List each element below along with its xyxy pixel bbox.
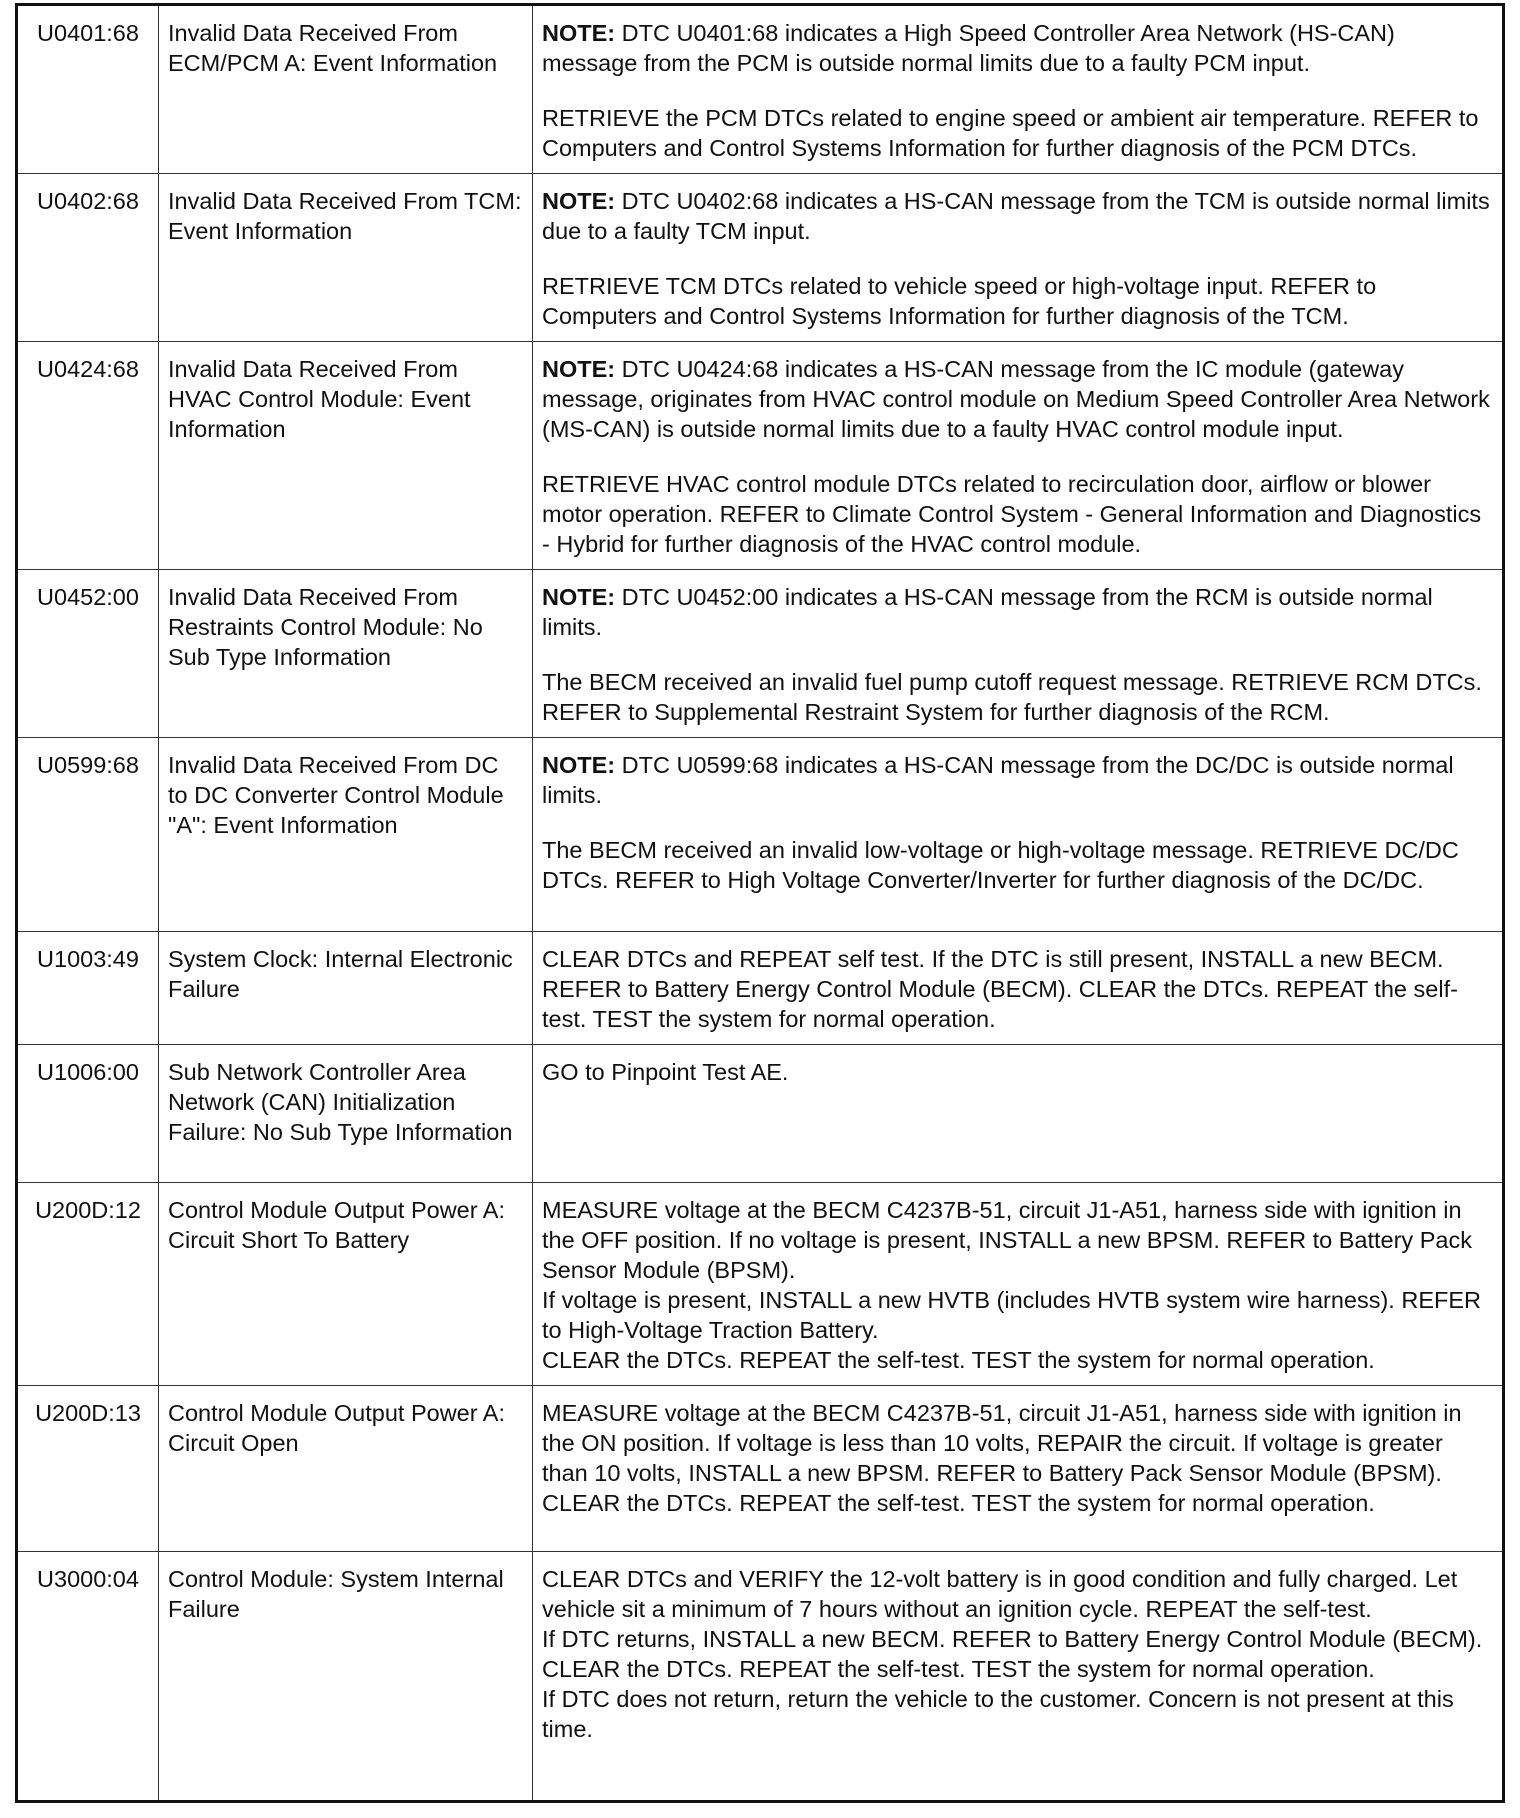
dtc-action <box>533 1552 1504 1802</box>
dtc-description: Invalid Data Received From TCM: Event Information <box>159 174 533 342</box>
dtc-description: Control Module Output Power A: Circuit Short To Battery <box>159 1183 533 1386</box>
dtc-description: Invalid Data Received From HVAC Control Module: Event Information <box>159 342 533 570</box>
action-line: CLEAR the DTCs. REPEAT the self-test. TEST the system for normal operation. <box>542 1347 1375 1373</box>
action-line: CLEAR DTCs and REPEAT self test. If the DTC is still present, INSTALL a new BECM. REFER to Battery Energy Control Module (BECM). CLEAR the DTCs. REPEAT the self-test. TEST the system for normal operation. <box>542 946 1458 1032</box>
note-label: NOTE: <box>542 20 616 46</box>
dtc-action <box>533 1045 1504 1183</box>
dtc-code: U1006:00 <box>17 1045 159 1183</box>
table-row <box>17 932 1504 1045</box>
dtc-code: U0402:68 <box>17 174 159 342</box>
note-paragraph <box>542 354 1493 444</box>
action-paragraph: RETRIEVE the PCM DTCs related to engine speed or ambient air temperature. REFER to Computers and Control Systems Information for further diagnosis of the PCM DTCs. <box>542 105 1479 161</box>
dtc-code: U3000:04 <box>17 1552 159 1802</box>
dtc-code: U0452:00 <box>17 570 159 738</box>
action-line: MEASURE voltage at the BECM C4237B-51, circuit J1-A51, harness side with ignition in the OFF position. If no voltage is present, INSTALL a new BPSM. REFER to Battery Pack Sensor Module (BPSM). <box>542 1197 1472 1283</box>
table-row <box>17 738 1504 932</box>
action-line: GO to Pinpoint Test AE. <box>542 1059 789 1085</box>
dtc-action <box>533 1386 1504 1552</box>
dtc-code: U0401:68 <box>17 5 159 174</box>
dtc-table <box>15 3 1505 1803</box>
table-row <box>17 5 1504 174</box>
dtc-action <box>533 932 1504 1045</box>
dtc-description: Invalid Data Received From ECM/PCM A: Event Information <box>159 5 533 174</box>
dtc-action <box>533 342 1504 570</box>
note-text: DTC U0452:00 indicates a HS-CAN message from the RCM is outside normal limits. <box>542 584 1433 640</box>
action-line: If DTC returns, INSTALL a new BECM. REFER to Battery Energy Control Module (BECM). CLEAR the DTCs. REPEAT the self-test. TEST the system for normal operation. <box>542 1626 1483 1682</box>
table-row <box>17 1183 1504 1386</box>
note-paragraph <box>542 582 1493 642</box>
note-label: NOTE: <box>542 752 616 778</box>
dtc-code: U200D:12 <box>17 1183 159 1386</box>
table-row <box>17 342 1504 570</box>
note-text: DTC U0401:68 indicates a High Speed Controller Area Network (HS-CAN) message from the PCM is outside normal limits due to a faulty PCM input. <box>542 20 1395 76</box>
dtc-description: Invalid Data Received From DC to DC Converter Control Module "A": Event Information <box>159 738 533 932</box>
note-label: NOTE: <box>542 188 616 214</box>
dtc-action <box>533 570 1504 738</box>
note-text: DTC U0424:68 indicates a HS-CAN message from the IC module (gateway message, originates from HVAC control module on Medium Speed Controller Area Network (MS-CAN) is outside normal limits due to a faulty HVAC control module input. <box>542 356 1490 442</box>
note-label: NOTE: <box>542 356 616 382</box>
action-paragraph: RETRIEVE TCM DTCs related to vehicle speed or high-voltage input. REFER to Computers and Control Systems Information for further diagnosis of the TCM. <box>542 273 1377 329</box>
dtc-description: Sub Network Controller Area Network (CAN) Initialization Failure: No Sub Type Information <box>159 1045 533 1183</box>
note-paragraph <box>542 750 1493 810</box>
dtc-code: U0424:68 <box>17 342 159 570</box>
note-paragraph <box>542 18 1493 78</box>
dtc-description: System Clock: Internal Electronic Failure <box>159 932 533 1045</box>
dtc-code: U0599:68 <box>17 738 159 932</box>
dtc-action <box>533 738 1504 932</box>
action-line: If voltage is present, INSTALL a new HVTB (includes HVTB system wire harness). REFER to High-Voltage Traction Battery. <box>542 1287 1482 1343</box>
table-row <box>17 1552 1504 1802</box>
dtc-code: U1003:49 <box>17 932 159 1045</box>
dtc-description: Control Module: System Internal Failure <box>159 1552 533 1802</box>
action-paragraph: The BECM received an invalid fuel pump cutoff request message. RETRIEVE RCM DTCs. REFER to Supplemental Restraint System for further diagnosis of the RCM. <box>542 669 1482 725</box>
action-paragraph: RETRIEVE HVAC control module DTCs related to recirculation door, airflow or blower motor operation. REFER to Climate Control System - General Information and Diagnostics - Hybrid for further diagnosis of the HVAC control module. <box>542 471 1482 557</box>
note-text: DTC U0599:68 indicates a HS-CAN message from the DC/DC is outside normal limits. <box>542 752 1454 808</box>
note-label: NOTE: <box>542 584 616 610</box>
dtc-action <box>533 1183 1504 1386</box>
dtc-action <box>533 174 1504 342</box>
table-row <box>17 1386 1504 1552</box>
dtc-action <box>533 5 1504 174</box>
dtc-description: Control Module Output Power A: Circuit Open <box>159 1386 533 1552</box>
dtc-description: Invalid Data Received From Restraints Control Module: No Sub Type Information <box>159 570 533 738</box>
table-row <box>17 1045 1504 1183</box>
action-line: MEASURE voltage at the BECM C4237B-51, circuit J1-A51, harness side with ignition in the ON position. If voltage is less than 10 volts, REPAIR the circuit. If voltage is greater than 10 volts, INSTALL a new BPSM. REFER to Battery Pack Sensor Module (BPSM). CLEAR the DTCs. REPEAT the self-test. TEST the system for normal operation. <box>542 1400 1462 1516</box>
action-line: If DTC does not return, return the vehicle to the customer. Concern is not present at this time. <box>542 1686 1454 1742</box>
table-row <box>17 174 1504 342</box>
note-text: DTC U0402:68 indicates a HS-CAN message from the TCM is outside normal limits due to a faulty TCM input. <box>542 188 1490 244</box>
note-paragraph <box>542 186 1493 246</box>
table-row <box>17 570 1504 738</box>
dtc-code: U200D:13 <box>17 1386 159 1552</box>
action-paragraph: The BECM received an invalid low-voltage or high-voltage message. RETRIEVE DC/DC DTCs. REFER to High Voltage Converter/Inverter for further diagnosis of the DC/DC. <box>542 837 1459 893</box>
action-line: CLEAR DTCs and VERIFY the 12-volt battery is in good condition and fully charged. Let vehicle sit a minimum of 7 hours without an ignition cycle. REPEAT the self-test. <box>542 1566 1458 1622</box>
